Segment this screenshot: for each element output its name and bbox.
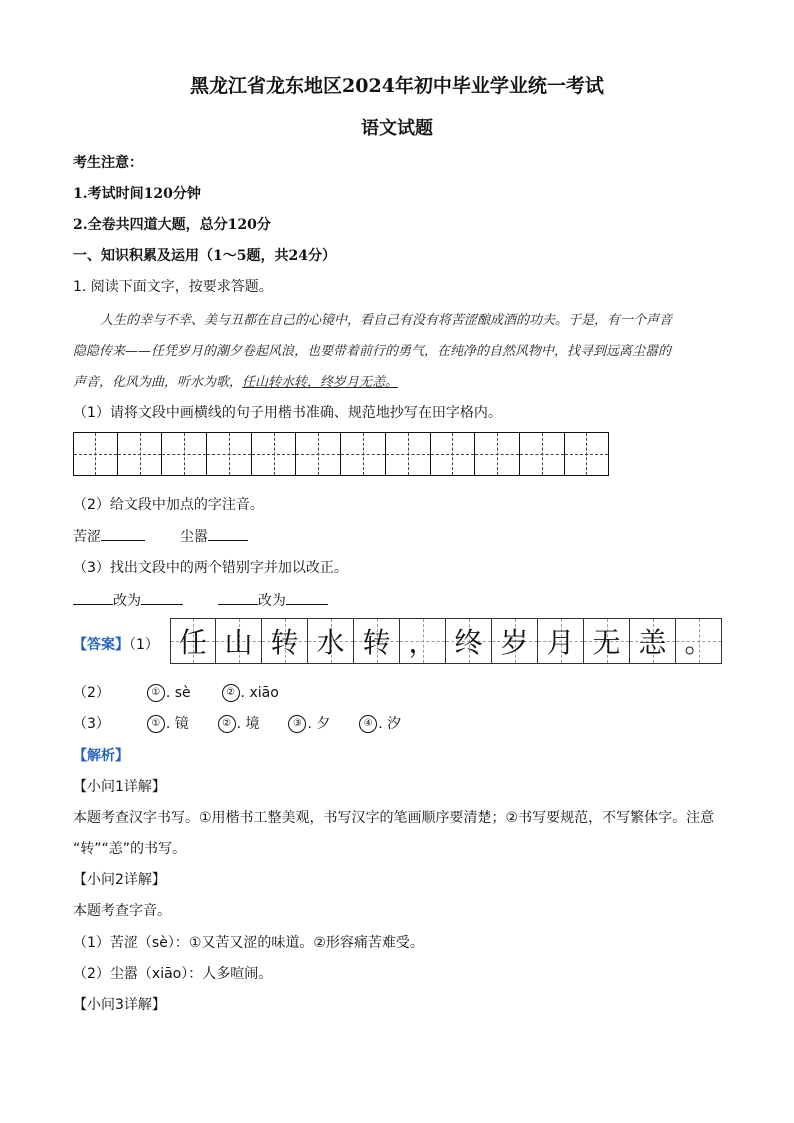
underlined-sentence: 任山转水转，终岁月无恙。 <box>242 375 399 390</box>
answer-cell <box>446 618 492 664</box>
answer-cell <box>262 618 308 664</box>
answer-char: 恙 <box>638 626 667 659</box>
grid-cell[interactable] <box>162 432 207 476</box>
tianzige-answer-grid[interactable] <box>73 432 609 476</box>
exam-subtitle: 语文试题 <box>361 118 433 139</box>
section-heading: 一、知识积累及运用（1～5题，共24分） <box>73 248 336 264</box>
grid-cell[interactable] <box>341 432 386 476</box>
answer-3-value-2: . 境 <box>236 716 260 732</box>
analysis-heading-3: 【小问3详解】 <box>73 997 166 1013</box>
analysis-text-1a: 本题考查汉字书写。①用楷书工整美观，书写汉字的笔画顺序要清楚；②书写要规范，不写繁体字。注意 <box>73 810 715 826</box>
answer-3-marker-1: ① <box>147 715 165 733</box>
analysis-text-2a: （1）苦涩（sè）：①又苦又涩的味道。②形容痛苦难受。 <box>73 935 424 951</box>
pinyin-blank-b[interactable] <box>208 526 248 541</box>
grid-cell[interactable] <box>207 432 252 476</box>
answer-3-marker-4: ④ <box>359 715 377 733</box>
notice-item-1: 1.考试时间120分钟 <box>73 186 201 202</box>
answer-label: 【答案】 <box>73 637 129 653</box>
answer-cell <box>216 618 262 664</box>
grid-cell[interactable] <box>73 432 118 476</box>
grid-cell[interactable] <box>252 432 297 476</box>
answer-cell <box>676 618 722 664</box>
answer-char: ， <box>408 626 437 659</box>
answer-char: 终 <box>454 626 483 659</box>
answer-cell <box>630 618 676 664</box>
answer-char: 山 <box>224 626 253 659</box>
answer-cell <box>400 618 446 664</box>
answer-3-marker-3: ③ <box>288 715 306 733</box>
grid-cell[interactable] <box>520 432 565 476</box>
analysis-heading-1: 【小问1详解】 <box>73 779 166 795</box>
notice-item-2: 2.全卷共四道大题，总分120分 <box>73 217 271 233</box>
correct-char-blank-2[interactable] <box>286 590 328 605</box>
exam-title: 黑龙江省龙东地区2024年初中毕业学业统一考试 <box>190 75 604 97</box>
pinyin-blanks <box>73 526 248 546</box>
answer-cell <box>354 618 400 664</box>
answer-row-1 <box>73 634 159 654</box>
grid-cell[interactable] <box>118 432 163 476</box>
answer-cell <box>584 618 630 664</box>
answer-2-marker-2: ② <box>222 684 240 702</box>
answer-char: 任 <box>178 626 207 659</box>
answer-3-marker-2: ② <box>218 715 236 733</box>
answer-row-3 <box>73 713 401 733</box>
answer-2-value-2: . xiāo <box>240 685 279 701</box>
answer-cell <box>170 618 216 664</box>
answer-part-1-number: （1） <box>129 637 159 653</box>
sub-question-2: （2）给文段中加点的字注音。 <box>73 497 264 513</box>
answer-cell <box>538 618 584 664</box>
passage-line-3 <box>73 371 398 390</box>
grid-cell[interactable] <box>475 432 520 476</box>
answer-3-value-3: . 夕 <box>307 716 331 732</box>
correct-char-blank-1[interactable] <box>141 590 183 605</box>
answer-part-3-number: （3） <box>73 716 110 732</box>
passage-line-2: 隐隐传来——任凭岁月的潮夕卷起风浪，也要带着前行的勇气，在纯净的自然风物中，找寻到远离尘嚣的 <box>73 344 672 359</box>
answer-char: 月 <box>546 626 575 659</box>
analysis-label: 【解析】 <box>73 748 129 764</box>
sub-question-3: （3）找出文段中的两个错别字并加以改正。 <box>73 560 348 576</box>
blank-label-a: 苦涩 <box>73 529 101 545</box>
sub-question-1: （1）请将文段中画横线的句子用楷书准确、规范地抄写在田字格内。 <box>73 405 502 421</box>
answer-char: 无 <box>592 626 621 659</box>
answer-2-marker-1: ① <box>147 684 165 702</box>
analysis-heading-2: 【小问2详解】 <box>73 872 166 888</box>
correction-blanks <box>73 590 328 610</box>
answer-char: 水 <box>316 626 345 659</box>
answer-cell <box>308 618 354 664</box>
grid-cell[interactable] <box>296 432 341 476</box>
grid-cell[interactable] <box>431 432 476 476</box>
wrong-char-blank-2[interactable] <box>218 590 258 605</box>
passage-line-1: 人生的幸与不幸、美与丑都在自己的心镜中，看自己有没有将苦涩酿成酒的功夫。于是，有一个声音 <box>100 313 673 328</box>
grid-cell[interactable] <box>565 432 610 476</box>
answer-char: 转 <box>362 626 391 659</box>
notice-heading: 考生注意： <box>73 155 143 171</box>
answer-char: 。 <box>684 626 713 659</box>
analysis-text-1b: “转”“恙”的书写。 <box>73 841 187 857</box>
answer-3-value-1: . 镜 <box>165 716 189 732</box>
change-to-label-2: 改为 <box>257 593 286 609</box>
answer-char: 转 <box>270 626 299 659</box>
blank-label-b: 尘嚣 <box>179 529 208 545</box>
pinyin-blank-a[interactable] <box>101 526 145 541</box>
answer-cell <box>492 618 538 664</box>
answer-char: 岁 <box>500 626 529 659</box>
answer-tianzige <box>170 618 722 664</box>
analysis-text-2: 本题考查字音。 <box>73 903 171 919</box>
change-to-label-1: 改为 <box>113 593 141 609</box>
answer-part-2-number: （2） <box>73 685 110 701</box>
passage-line-3-text: 声音，化风为曲，听水为歌， <box>73 375 243 390</box>
answer-3-value-4: . 汐 <box>378 716 402 732</box>
answer-row-2 <box>73 682 279 702</box>
analysis-text-2b: （2）尘嚣（xiāo）：人多喧闹。 <box>73 966 273 982</box>
answer-2-value-1: . sè <box>165 685 191 701</box>
grid-cell[interactable] <box>386 432 431 476</box>
wrong-char-blank-1[interactable] <box>73 590 113 605</box>
question-1-prompt: 1. 阅读下面文字，按要求答题。 <box>73 279 273 295</box>
